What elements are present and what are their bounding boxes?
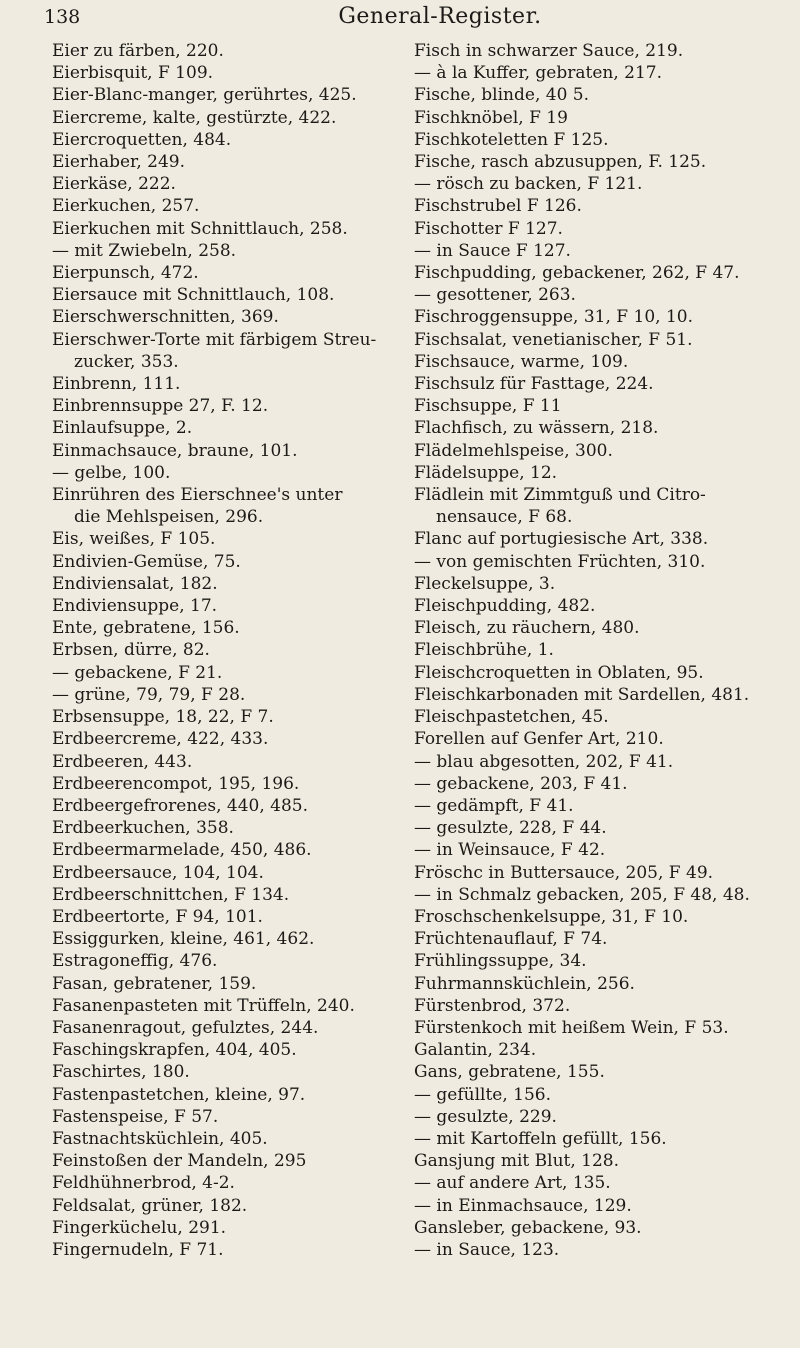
index-entry: Endiviensuppe, 17. [52,596,218,617]
index-entry: Eiercroquetten, 484. [52,129,232,150]
index-entry: — mit Kartoffeln gefüllt, 156. [414,1128,667,1149]
index-entry: Flanc auf portugiesische Art, 338. [414,529,709,550]
index-entry: Eierkuchen mit Schnittlauch, 258. [52,218,348,239]
index-entry: Flädelmehlspeise, 300. [414,440,613,461]
index-entry: Erdbeersauce, 104, 104. [52,862,264,883]
index-entry: — gebackene, 203, F 41. [414,773,628,794]
index-entry: Eier-Blanc-manger, gerührtes, 425. [52,85,357,106]
index-entry: Flädelsuppe, 12. [414,462,558,483]
index-entry: Endiviensalat, 182. [52,573,218,594]
page-number: 138 [44,6,81,28]
index-entry: — gebackene, F 21. [52,662,223,683]
index-entry: Fischknöbel, F 19 [414,107,568,128]
index-entry: — blau abgesotten, 202, F 41. [414,751,674,772]
index-entry: Fastenspeise, F 57. [52,1106,219,1127]
index-entry: Einmachsauce, braune, 101. [52,440,298,461]
index-entry: Fleischpudding, 482. [414,596,596,617]
index-column-left [52,40,402,1261]
index-entry: Eierschwer-Torte mit färbigem Streu- [52,329,377,350]
index-entry: die Mehlspeisen, 296. [74,507,264,528]
page-title: General-Register. [338,4,542,29]
index-entry: Eiersauce mit Schnittlauch, 108. [52,285,335,306]
index-entry: Fastnachtsküchlein, 405. [52,1128,268,1149]
index-entry: Fuhrmannsküchlein, 256. [414,973,635,994]
index-entry: Fleischbrühe, 1. [414,640,554,661]
index-entry: — mit Zwiebeln, 258. [52,240,237,261]
index-entry: Eierpunsch, 472. [52,263,199,284]
index-entry: — in Sauce F 127. [414,240,571,261]
index-entry: Fischpudding, gebackener, 262, F 47. [414,263,740,284]
index-entry: Fingerküchelu, 291. [52,1217,227,1238]
index-entry: Forellen auf Genfer Art, 210. [414,729,664,750]
index-entry: Gans, gebratene, 155. [414,1062,605,1083]
index-entry: Froschschenkelsuppe, 31, F 10. [414,906,689,927]
index-entry: Ente, gebratene, 156. [52,618,240,639]
index-entry: Einrühren des Eierschnee's unter [52,485,343,506]
index-entry: — gedämpft, F 41. [414,795,574,816]
index-entry: Faschingskrapfen, 404, 405. [52,1040,297,1061]
index-entry: Fischsuppe, F 11 [414,396,562,417]
index-entry: Eierhaber, 249. [52,152,185,173]
index-column-right [414,40,764,1261]
index-entry: Eierbisquit, F 109. [52,63,214,84]
index-entry: Erdbeertorte, F 94, 101. [52,906,263,927]
index-entry: — à la Kuffer, gebraten, 217. [414,63,662,84]
index-entry: Faschirtes, 180. [52,1062,190,1083]
index-entry: Essiggurken, kleine, 461, 462. [52,929,315,950]
index-entry: Fürstenkoch mit heißem Wein, F 53. [414,1017,729,1038]
index-entry: — gefüllte, 156. [414,1084,552,1105]
index-entry: Eierkäse, 222. [52,174,176,195]
index-entry: Eierschwerschnitten, 369. [52,307,279,328]
index-entry: Fürstenbrod, 372. [414,995,571,1016]
index-entry: — in Sauce, 123. [414,1239,560,1260]
index-entry: Fröschc in Buttersauce, 205, F 49. [414,862,714,883]
index-entry: Einlaufsuppe, 2. [52,418,193,439]
index-entry: Frühlingssuppe, 34. [414,951,587,972]
index-entry: Fischsauce, warme, 109. [414,351,629,372]
index-entry: Fasanenpasteten mit Trüffeln, 240. [52,995,355,1016]
index-entry: Erdbeerkuchen, 358. [52,818,234,839]
index-entry: — von gemischten Früchten, 310. [414,551,706,572]
index-entry: Fischstrubel F 126. [414,196,582,217]
index-entry: — gesottener, 263. [414,285,576,306]
index-entry: Fischroggensuppe, 31, F 10, 10. [414,307,693,328]
index-entry: Früchtenauflauf, F 74. [414,929,608,950]
index-entry: Fleckelsuppe, 3. [414,573,556,594]
index-entry: Gansleber, gebackene, 93. [414,1217,642,1238]
index-entry: Fleischpastetchen, 45. [414,707,609,728]
index-entry: Fischkoteletten F 125. [414,129,609,150]
index-entry: Galantin, 234. [414,1040,537,1061]
index-entry: Flachfisch, zu wässern, 218. [414,418,659,439]
index-entry: Fischsulz für Fasttage, 224. [414,374,654,395]
index-entry: Flädlein mit Zimmtguß und Citro- [414,485,706,506]
index-entry: Erdbeerschnittchen, F 134. [52,884,290,905]
index-entry: — gesulzte, 228, F 44. [414,818,607,839]
index-entry: Estragoneffig, 476. [52,951,218,972]
index-entry: — in Einmachsauce, 129. [414,1195,632,1216]
index-entry: Fischsalat, venetianischer, F 51. [414,329,693,350]
index-entry: Erdbeeren, 443. [52,751,193,772]
index-entry: Eier zu färben, 220. [52,41,224,61]
index-entry: Fisch in schwarzer Sauce, 219. [414,41,684,61]
index-entry: Erdbeermarmelade, 450, 486. [52,840,312,861]
index-entry: Endivien-Gemüse, 75. [52,551,241,572]
index-entry: Erbsen, dürre, 82. [52,640,210,661]
index-entry: — auf andere Art, 135. [414,1173,611,1194]
index-entry: Einbrennsuppe 27, F. 12. [52,396,269,417]
index-entry: Fasan, gebratener, 159. [52,973,257,994]
index-entry: Fischotter F 127. [414,218,563,239]
index-entry: Eiercreme, kalte, gestürzte, 422. [52,107,337,128]
index-entry: Erbsensuppe, 18, 22, F 7. [52,707,274,728]
index-entry: — rösch zu backen, F 121. [414,174,643,195]
index-entry: — grüne, 79, 79, F 28. [52,684,246,705]
index-entry: Fleischcroquetten in Oblaten, 95. [414,662,704,683]
index-entry: Fasanenragout, gefulztes, 244. [52,1017,319,1038]
index-entry: zucker, 353. [74,351,179,372]
index-entry: Feinstoßen der Mandeln, 295 [52,1151,307,1172]
index-entry: Erdbeergefrorenes, 440, 485. [52,795,308,816]
index-entry: Fingernudeln, F 71. [52,1239,224,1260]
index-entry: Fische, blinde, 40 5. [414,85,590,106]
index-entry: Eierkuchen, 257. [52,196,200,217]
index-entry: Fleischkarbonaden mit Sardellen, 481. [414,684,750,705]
index-entry: Gansjung mit Blut, 128. [414,1151,620,1172]
index-entry: Eis, weißes, F 105. [52,529,216,550]
index-entry: nensauce, F 68. [436,507,573,528]
index-entry: Fastenpastetchen, kleine, 97. [52,1084,306,1105]
index-entry: Erdbeerencompot, 195, 196. [52,773,300,794]
index-entry: Einbrenn, 111. [52,374,181,395]
index-entry: — gesulzte, 229. [414,1106,557,1127]
index-entry: Feldhühnerbrod, 4-2. [52,1173,235,1194]
index-entry: Feldsalat, grüner, 182. [52,1195,248,1216]
index-entry: Erdbeercreme, 422, 433. [52,729,269,750]
index-entry: Fleisch, zu räuchern, 480. [414,618,640,639]
index-entry: — in Schmalz gebacken, 205, F 48, 48. [414,884,750,905]
index-entry: — in Weinsauce, F 42. [414,840,606,861]
index-entry: — gelbe, 100. [52,462,171,483]
index-entry: Fische, rasch abzusuppen, F. 125. [414,152,707,173]
